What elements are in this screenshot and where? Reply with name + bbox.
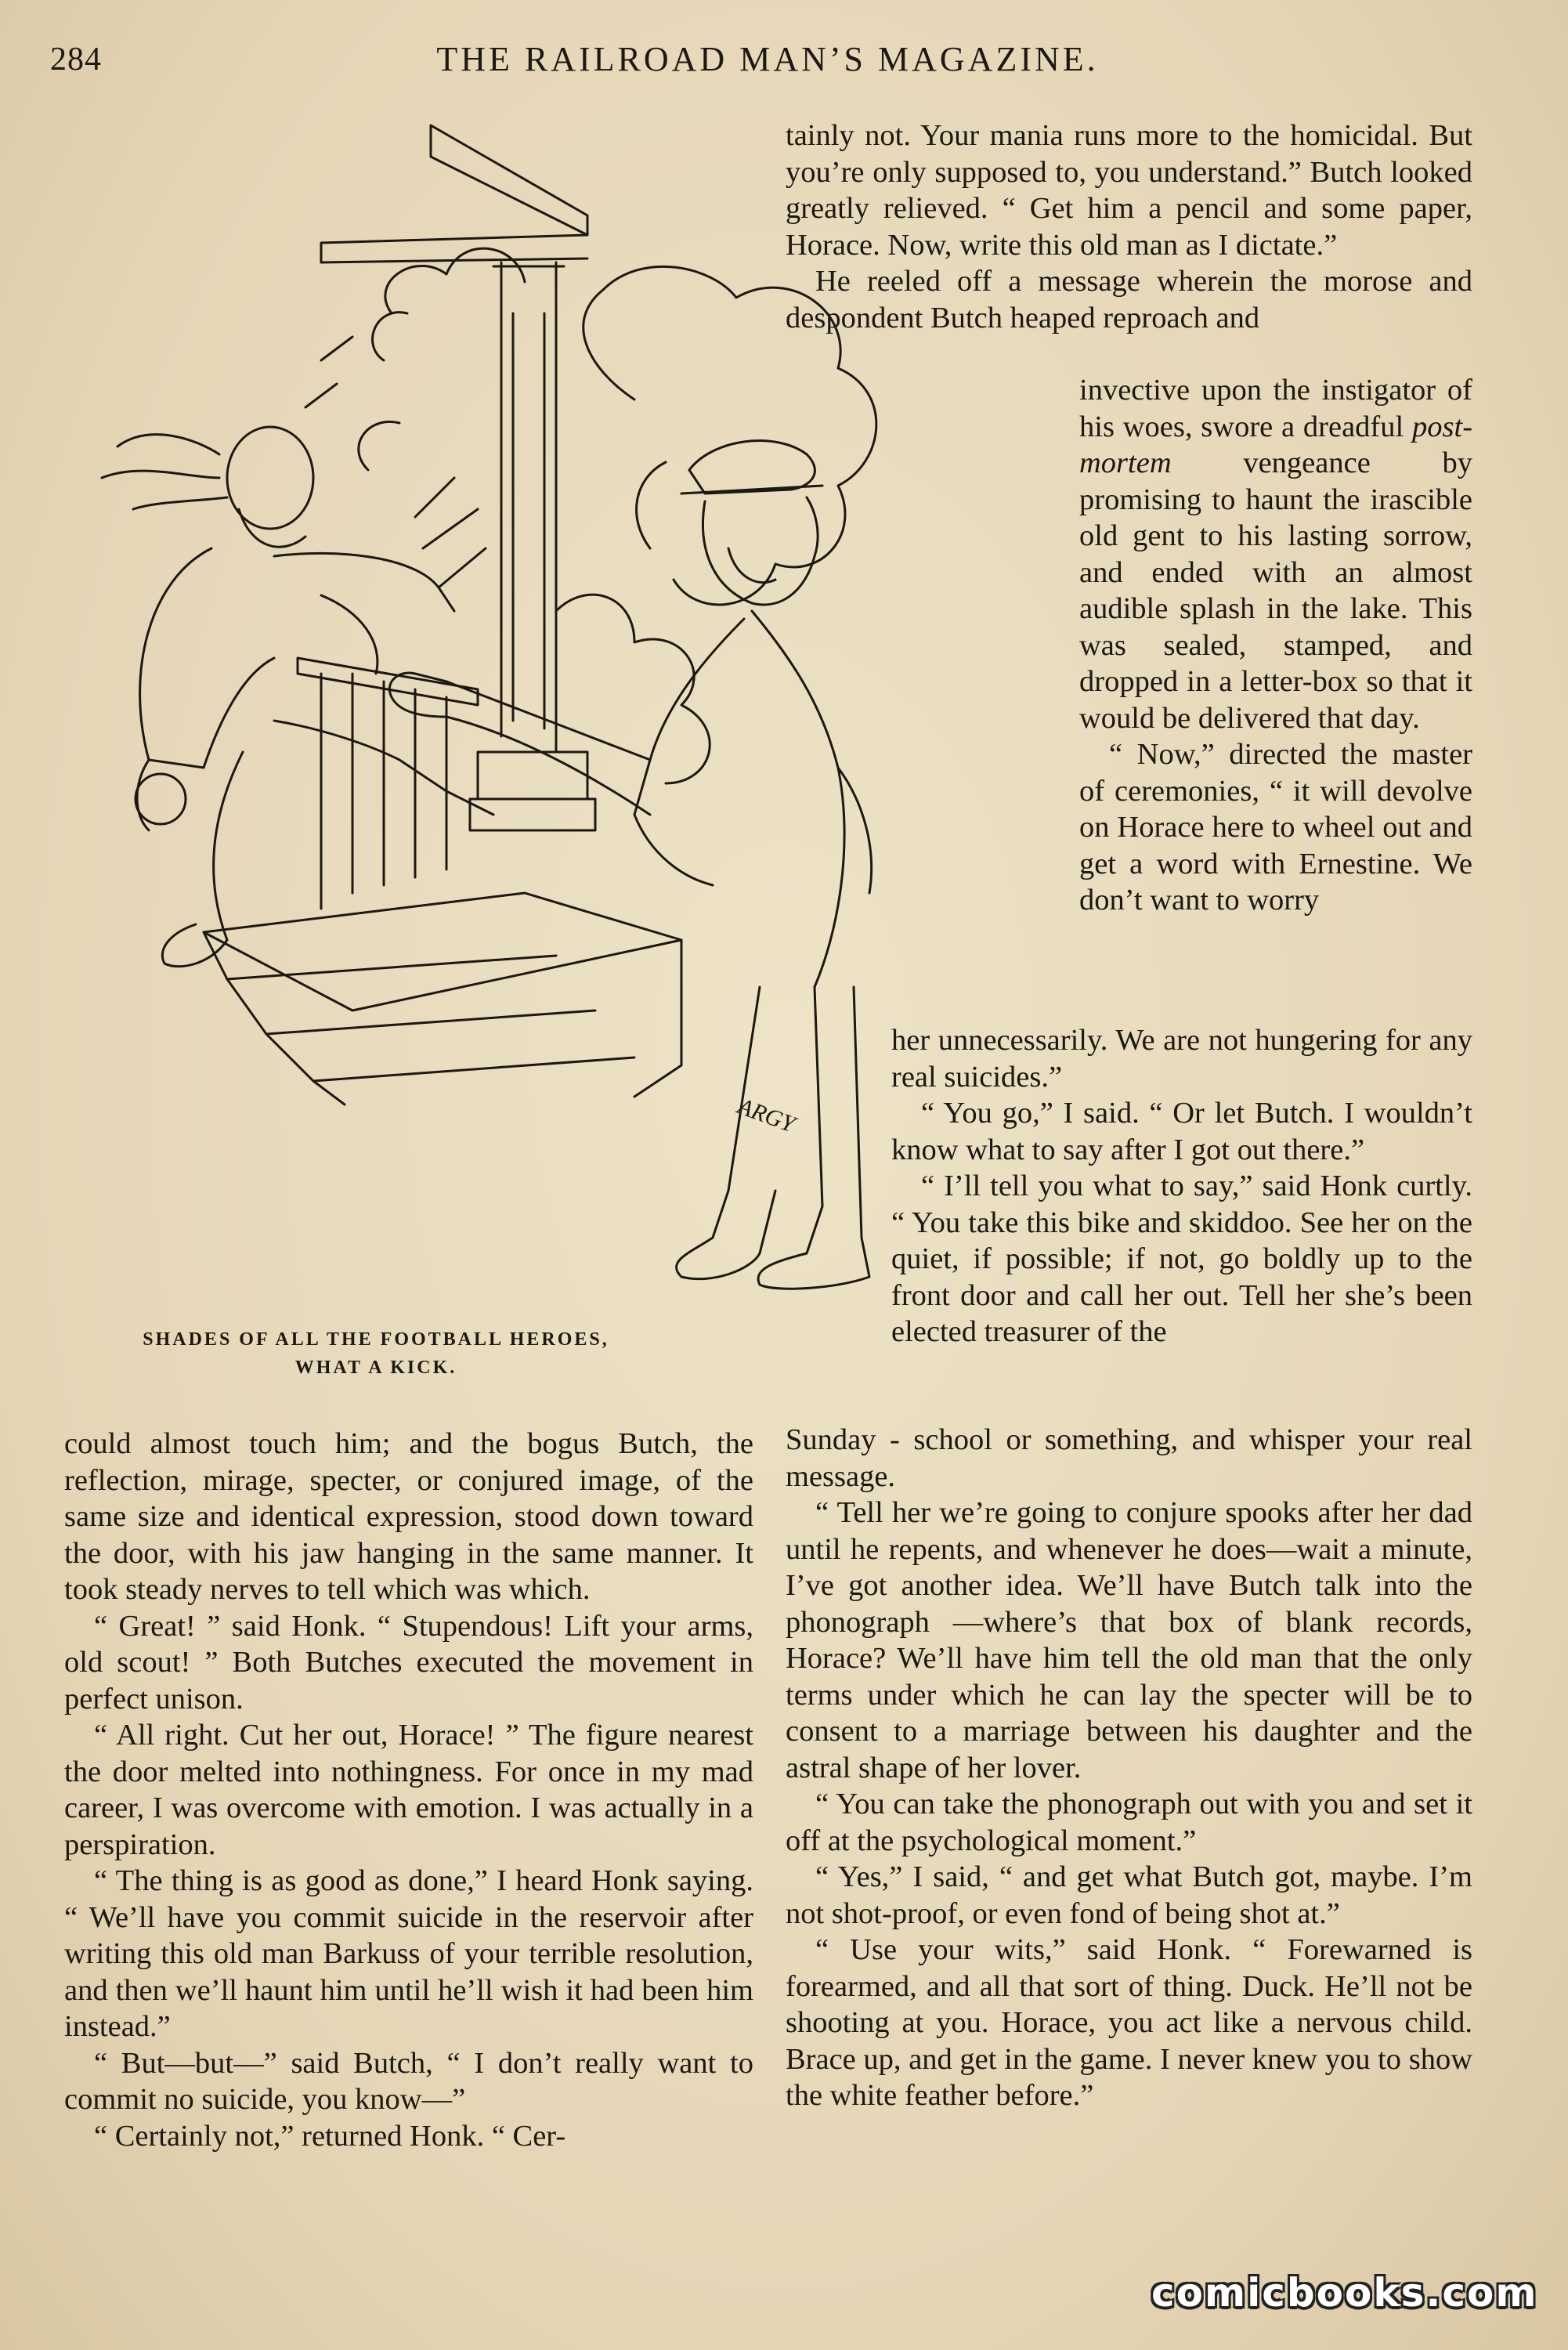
paragraph: “ Yes,” I said, “ and get what Butch got, maybe. I’m not shot-proof, or even fond of being shot at.” xyxy=(786,1860,1472,1930)
caption-line-1: SHADES OF ALL THE FOOTBALL HEROES, xyxy=(143,1329,609,1350)
running-head: THE RAILROAD MAN’S MAGAZINE. xyxy=(436,40,1099,78)
porch-roof xyxy=(431,125,587,235)
caption-line-2: WHAT A KICK. xyxy=(294,1358,457,1378)
italic-text: post-mortem xyxy=(1079,410,1473,479)
right-column-mid xyxy=(1079,372,1472,919)
text-run: vengeance by promising to haunt the irascible old gent to his lasting sorrow, and ended with an almost audible splash in the lake. This was sealed, stamped, and dropped in a letter-box so that it would be delivered that day. xyxy=(1079,446,1472,735)
kicking-leg xyxy=(389,673,650,815)
right-column-bottom xyxy=(891,1022,1472,1350)
porch-column xyxy=(493,262,564,752)
left-column xyxy=(64,1426,753,2154)
paragraph: “ I’ll tell you what to say,” said Honk curtly. “ You take this bike and skiddoo. See her on the quiet, if possible; if not, go boldly up to the front door and call her out. Tell her she’s been elected treasurer of the xyxy=(891,1170,1472,1348)
paragraph: “ All right. Cut her out, Horace! ” The figure nearest the door melted into nothingness. For once in my mad career, I was overcome with emotion. I was actually in a perspiration. xyxy=(64,1719,753,1861)
paragraph: He reeled off a message wherein the morose and despondent Butch heaped reproach and xyxy=(786,265,1472,334)
paragraph: tainly not. Your mania runs more to the homicidal. But you’re only supposed to, you understand.” Butch looked greatly relieved. “ Get him a pencil and some paper, Horace. Now, write this old man as I dictate.” xyxy=(786,119,1472,262)
porch-steps xyxy=(204,893,681,1010)
paragraph: “ The thing is as good as done,” I heard Honk saying. “ We’ll have you commit suicide in the reservoir after writing this old man Barkuss of your terrible resolution, and then we’ll haunt him until he’ll wish it had been him instead.” xyxy=(64,1864,753,2043)
illustration-signature: ARGY xyxy=(734,1093,799,1138)
paragraph: could almost touch him; and the bogus Butch, the reflection, mirage, specter, or conjured image, of the same size and identical expression, stood down toward the door, with his jaw hanging in the same manner. It took steady nerves to tell which was which. xyxy=(64,1427,753,1606)
paragraph: her unnecessarily. We are not hungering for any real suicides.” xyxy=(891,1024,1472,1094)
paragraph: “ Now,” directed the master of ceremonies, “ it will devolve on Horace here to wheel out and get a word with Ernestine. We don’t want to worry xyxy=(1079,738,1472,916)
page-number: 284 xyxy=(50,42,102,78)
paragraph: “ Use your wits,” said Honk. “ Forewarned is forearmed, and all that sort of thing. Duck. He’ll not be shooting at you. Horace, you act like a nervous child. Brace up, and get in the game. I never knew you to show the white feather before.” xyxy=(786,1933,1472,2112)
paragraph: Sunday - school or something, and whisper your real message. xyxy=(786,1423,1472,1493)
paragraph: “ Certainly not,” returned Honk. “ Cer- xyxy=(94,2119,566,2153)
railing xyxy=(321,674,446,909)
paragraph: “ Tell her we’re going to conjure spooks after her dad until he repents, and whenever he does—wait a minute, I’ve got another idea. We’ll have Butch talk into the phonograph —where’s that box of blank records, Horace? We’ll have him tell the old man that the only terms under which he can lay the specter will be to consent to a marriage between his daughter and the astral shape of her lover. xyxy=(786,1496,1472,1784)
text-run: invective upon the instigator of his woes, swore a dreadful xyxy=(1079,374,1472,443)
illustration-caption xyxy=(78,1325,674,1382)
paragraph xyxy=(1079,372,1472,736)
right-column-low xyxy=(786,1422,1472,2114)
watermark-logo: comicbooks.com xyxy=(1151,2270,1538,2316)
paragraph: “ You go,” I said. “ Or let Butch. I wouldn’t know what to say after I got out there.” xyxy=(891,1097,1472,1166)
right-column-top xyxy=(786,118,1472,336)
paragraph: “ But—but—” said Butch, “ I don’t really want to commit no suicide, you know—” xyxy=(64,2046,753,2116)
paragraph: “ You can take the phonograph out with you and set it off at the psychological moment.” xyxy=(786,1788,1472,1857)
smoke xyxy=(102,435,227,509)
paragraph: “ Great! ” said Honk. “ Stupendous! Lift your arms, old scout! ” Both Butches executed the movement in perfect unison. xyxy=(64,1609,753,1716)
